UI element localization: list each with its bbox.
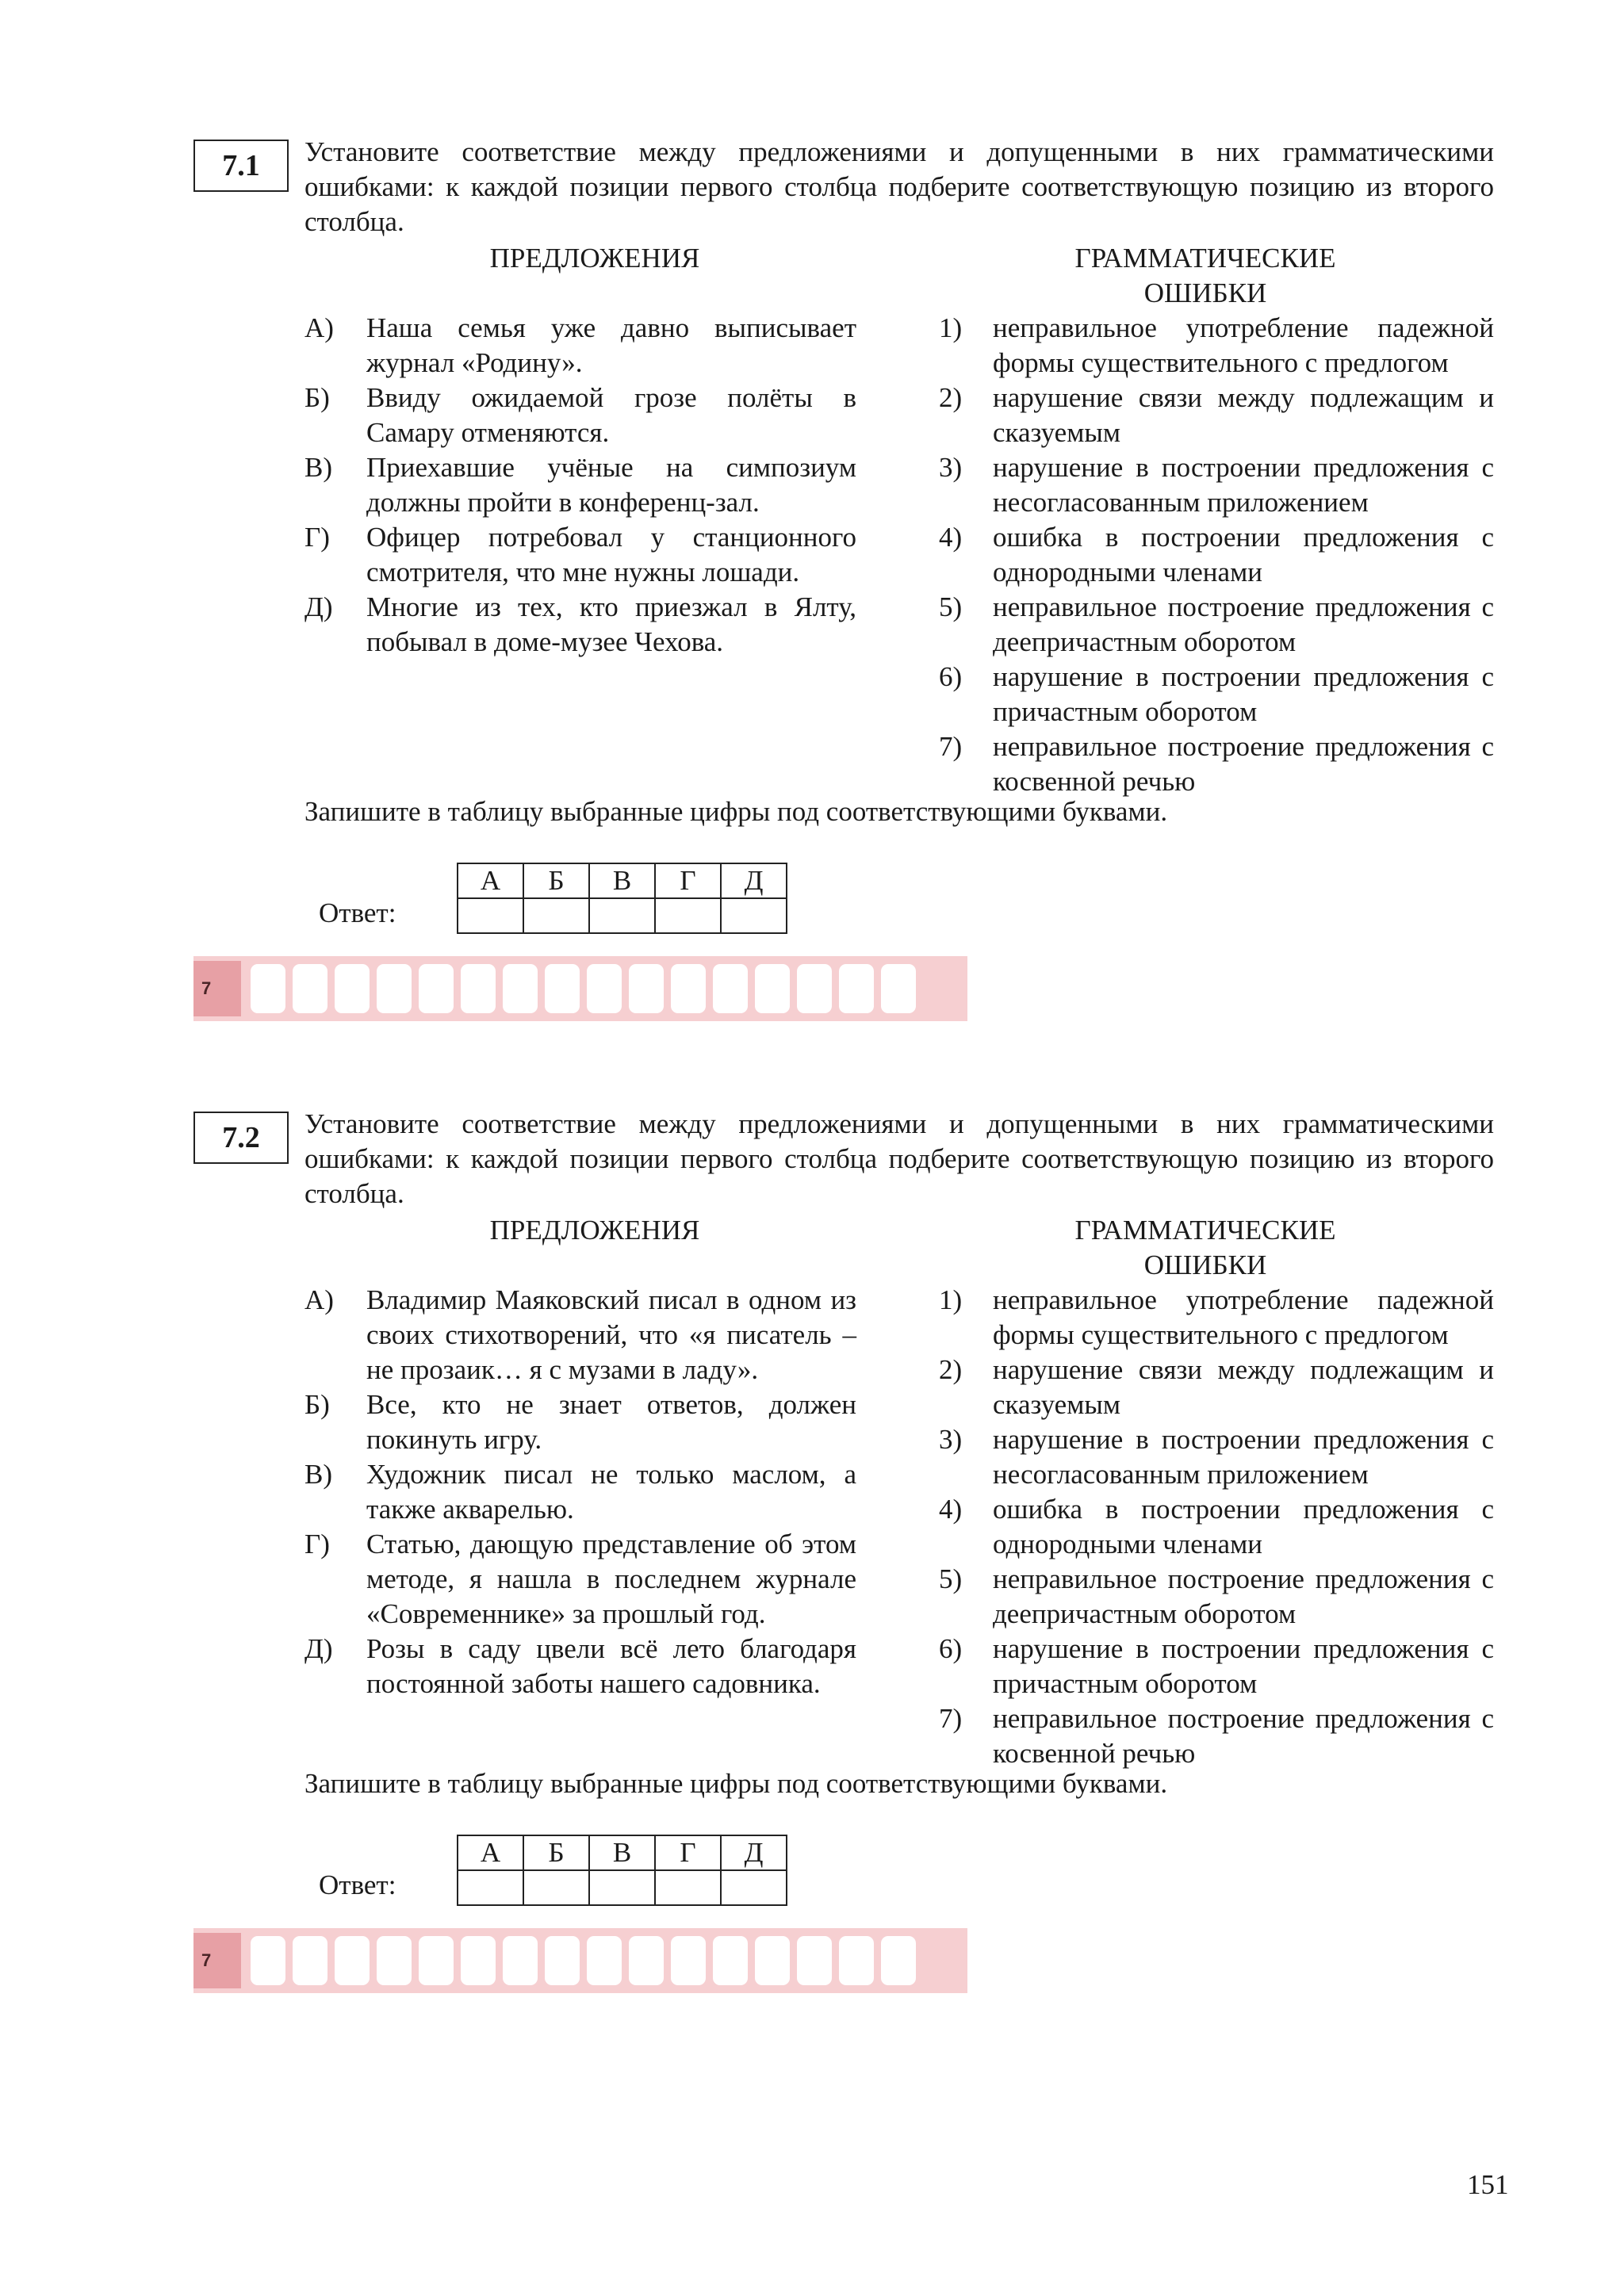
strip-task-number: 7 (201, 1950, 212, 1970)
strip-task-label (193, 961, 241, 1016)
item-mark: Б) (304, 382, 330, 413)
answer-cell-d[interactable] (721, 1870, 787, 1905)
item-text: Художник писал не только маслом, а также акварелью. (366, 1459, 856, 1525)
answer-header-b: Б (523, 863, 589, 898)
answer-header-g: Г (655, 1835, 721, 1870)
answer-header-d: Д (721, 863, 787, 898)
item-text: ошибка в построении предложения с однородными членами (993, 522, 1494, 587)
sentences-column-title: ПРЕДЛОЖЕНИЯ (489, 243, 700, 274)
errors-list (939, 311, 1494, 799)
strip-cell[interactable] (839, 1936, 874, 1985)
strip-cell[interactable] (335, 964, 370, 1013)
strip-cell[interactable] (545, 1936, 580, 1985)
item-text: нарушение связи между подлежащим и сказуемым (993, 1354, 1494, 1420)
answer-input-row (458, 1870, 787, 1905)
error-item (939, 450, 1494, 520)
item-text: нарушение связи между подлежащим и сказуемым (993, 382, 1494, 448)
errors-title-line-1: ГРАММАТИЧЕСКИЕ (1074, 1215, 1336, 1246)
item-text: Розы в саду цвели всё лето благодаря постоянной заботы нашего садовника. (366, 1633, 856, 1699)
item-mark: 5) (939, 591, 963, 622)
strip-cell[interactable] (881, 1936, 916, 1985)
item-text: неправильное употребление падежной формы существительного с предлогом (993, 312, 1494, 378)
item-mark: 6) (939, 661, 963, 692)
item-mark: Д) (304, 1633, 333, 1664)
item-mark: 1) (939, 1284, 963, 1315)
error-item (939, 590, 1494, 660)
answer-header-a: А (458, 1835, 523, 1870)
sentence-item (304, 1527, 856, 1632)
sentences-list (304, 1283, 856, 1701)
item-text: неправильное употребление падежной формы существительного с предлогом (993, 1284, 1494, 1350)
sentences-list (304, 311, 856, 660)
answer-instruction: Запишите в таблицу выбранные цифры под соответствующими буквами. (304, 1768, 1168, 1799)
strip-cell[interactable] (713, 1936, 748, 1985)
strip-cell[interactable] (461, 964, 496, 1013)
answer-header-row (458, 863, 787, 898)
item-mark: 7) (939, 731, 963, 762)
task-intro: Установите соответствие между предложениями и допущенными в них грамматическими ошибками: к каждой позиции первого столбца подберите соответствующую позицию из второго столбца. (304, 136, 1494, 237)
item-text: нарушение в построении предложения с причастным оборотом (993, 1633, 1494, 1699)
strip-cell[interactable] (545, 964, 580, 1013)
answer-header-b: Б (523, 1835, 589, 1870)
error-item (939, 1701, 1494, 1771)
errors-column-title (952, 1213, 1459, 1283)
answer-header-g: Г (655, 863, 721, 898)
item-mark: 3) (939, 452, 963, 483)
strip-cell[interactable] (713, 964, 748, 1013)
strip-cell[interactable] (503, 1936, 538, 1985)
item-text: Наша семья уже давно выписывает журнал «Родину». (366, 312, 856, 378)
item-mark: Д) (304, 591, 333, 622)
item-text: неправильное построение предложения с деепричастным оборотом (993, 1563, 1494, 1629)
strip-cell[interactable] (461, 1936, 496, 1985)
item-text: Статью, дающую представление об этом методе, я нашла в последнем журнале «Современнике» за прошлый год. (366, 1529, 856, 1629)
answer-form-strip (193, 1928, 967, 1993)
sentence-item (304, 1457, 856, 1527)
strip-cell[interactable] (881, 964, 916, 1013)
sentence-item (304, 1283, 856, 1387)
error-item (939, 1283, 1494, 1353)
strip-cell[interactable] (419, 964, 454, 1013)
item-text: неправильное построение предложения с деепричастным оборотом (993, 591, 1494, 657)
item-text: неправильное построение предложения с косвенной речью (993, 731, 1494, 797)
item-text: Владимир Маяковский писал в одном из своих стихотворений, что «я писатель – не прозаик… я с музами в ладу». (366, 1284, 856, 1385)
task-intro: Установите соответствие между предложениями и допущенными в них грамматическими ошибками: к каждой позиции первого столбца подберите соответствующую позицию из второго столбца. (304, 1108, 1494, 1209)
answer-cell-d[interactable] (721, 898, 787, 933)
answer-cell-b[interactable] (523, 1870, 589, 1905)
strip-cell[interactable] (251, 964, 285, 1013)
errors-title-line-1: ГРАММАТИЧЕСКИЕ (1074, 243, 1336, 274)
item-mark: 7) (939, 1703, 963, 1734)
sentence-item (304, 450, 856, 520)
item-mark: 4) (939, 522, 963, 553)
errors-list (939, 1283, 1494, 1771)
item-text: нарушение в построении предложения с несогласованным приложением (993, 1424, 1494, 1490)
item-text: нарушение в построении предложения с причастным оборотом (993, 661, 1494, 727)
item-mark: Б) (304, 1389, 330, 1420)
answer-table (457, 863, 787, 934)
strip-cell[interactable] (335, 1936, 370, 1985)
answer-label: Ответ: (319, 897, 396, 928)
answer-cell-g[interactable] (655, 898, 721, 933)
strip-cell[interactable] (629, 1936, 664, 1985)
task-number: 7.2 (193, 1112, 289, 1164)
answer-label: Ответ: (319, 1869, 396, 1900)
strip-cell[interactable] (755, 964, 790, 1013)
strip-task-label (193, 1933, 241, 1988)
strip-task-number: 7 (201, 978, 212, 998)
task-number: 7.1 (193, 140, 289, 192)
errors-column-title (952, 241, 1459, 311)
sentence-item (304, 520, 856, 590)
strip-cell[interactable] (629, 964, 664, 1013)
answer-form-strip (193, 956, 967, 1021)
sentence-item (304, 381, 856, 450)
error-item (939, 1353, 1494, 1422)
item-text: ошибка в построении предложения с однородными членами (993, 1494, 1494, 1559)
error-item (939, 660, 1494, 729)
answer-header-d: Д (721, 1835, 787, 1870)
answer-input-row (458, 898, 787, 933)
item-text: Приехавшие учёные на симпозиум должны пройти в конференц-зал. (366, 452, 856, 518)
item-mark: 5) (939, 1563, 963, 1594)
strip-cell[interactable] (503, 964, 538, 1013)
answer-cell-g[interactable] (655, 1870, 721, 1905)
item-text: Офицер потребовал у станционного смотрителя, что мне нужны лошади. (366, 522, 856, 587)
strip-cell[interactable] (377, 1936, 412, 1985)
strip-cell[interactable] (293, 1936, 327, 1985)
errors-title-line-2: ОШИБКИ (1143, 1249, 1267, 1280)
item-mark: 6) (939, 1633, 963, 1664)
item-mark: Г) (304, 522, 330, 553)
item-mark: 2) (939, 1354, 963, 1385)
answer-cell-v[interactable] (589, 1870, 655, 1905)
answer-header-v: В (589, 1835, 655, 1870)
page-number: 151 (1467, 2169, 1509, 2200)
answer-table (457, 1835, 787, 1906)
answer-cell-v[interactable] (589, 898, 655, 933)
error-item (939, 311, 1494, 381)
item-mark: А) (304, 312, 334, 343)
error-item (939, 1562, 1494, 1632)
item-text: неправильное построение предложения с косвенной речью (993, 1703, 1494, 1769)
strip-cell[interactable] (587, 1936, 622, 1985)
sentence-item (304, 1387, 856, 1457)
item-mark: 2) (939, 382, 963, 413)
item-text: Многие из тех, кто приезжал в Ялту, побывал в доме-музее Чехова. (366, 591, 856, 657)
sentence-item (304, 1632, 856, 1701)
sentence-item (304, 311, 856, 381)
strip-cell[interactable] (671, 1936, 706, 1985)
answer-cell-b[interactable] (523, 898, 589, 933)
strip-cell[interactable] (293, 964, 327, 1013)
answer-cell-a[interactable] (458, 1870, 523, 1905)
error-item (939, 1422, 1494, 1492)
answer-header-v: В (589, 863, 655, 898)
answer-instruction: Запишите в таблицу выбранные цифры под соответствующими буквами. (304, 796, 1168, 827)
errors-title-line-2: ОШИБКИ (1143, 277, 1267, 308)
answer-header-a: А (458, 863, 523, 898)
error-item (939, 1492, 1494, 1562)
strip-cell[interactable] (671, 964, 706, 1013)
strip-cell[interactable] (251, 1936, 285, 1985)
item-mark: А) (304, 1284, 334, 1315)
item-mark: 1) (939, 312, 963, 343)
item-mark: В) (304, 1459, 332, 1490)
error-item (939, 381, 1494, 450)
strip-cell[interactable] (797, 1936, 832, 1985)
answer-header-row (458, 1835, 787, 1870)
error-item (939, 1632, 1494, 1701)
item-text: нарушение в построении предложения с несогласованным приложением (993, 452, 1494, 518)
strip-cell[interactable] (797, 964, 832, 1013)
answer-cell-a[interactable] (458, 898, 523, 933)
strip-cell[interactable] (419, 1936, 454, 1985)
sentences-column-title: ПРЕДЛОЖЕНИЯ (489, 1215, 700, 1246)
item-text: Все, кто не знает ответов, должен покинуть игру. (366, 1389, 856, 1455)
strip-cell[interactable] (755, 1936, 790, 1985)
error-item (939, 729, 1494, 799)
item-mark: Г) (304, 1529, 330, 1559)
error-item (939, 520, 1494, 590)
strip-cell[interactable] (839, 964, 874, 1013)
item-text: Ввиду ожидаемой грозе полёты в Самару отменяются. (366, 382, 856, 448)
item-mark: 4) (939, 1494, 963, 1525)
strip-cell[interactable] (377, 964, 412, 1013)
item-mark: В) (304, 452, 332, 483)
item-mark: 3) (939, 1424, 963, 1455)
strip-cell[interactable] (587, 964, 622, 1013)
sentence-item (304, 590, 856, 660)
